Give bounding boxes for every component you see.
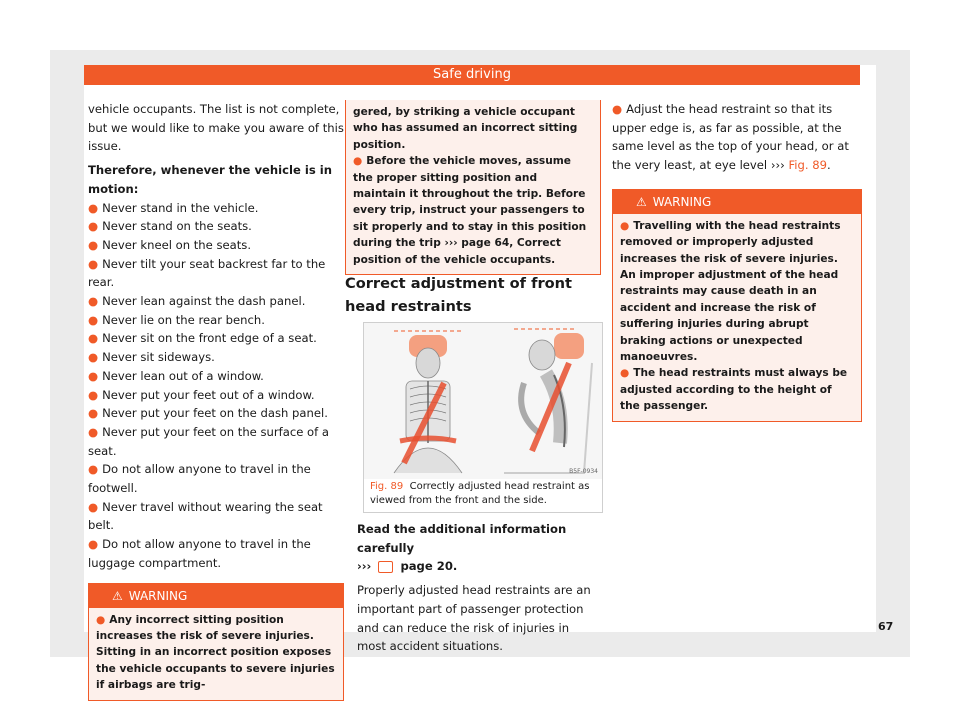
bullet-icon: ● <box>88 350 99 365</box>
warning-triangle-icon: ⚠ <box>112 588 123 603</box>
warning-body: ● Any incorrect sitting position increases the risk of severe injuries. Sitting in an incorrect position exposes the vehicle occupants to severe injuries if airbags are trig- <box>96 613 335 692</box>
figure-label: Fig. 89 <box>370 481 404 492</box>
body-paragraph: Properly adjusted head restraints are an important part of passenger protection and can reduce the risk of injuries in most accident situations. <box>357 583 591 654</box>
bullet-icon: ● <box>88 406 99 421</box>
warning-bullet: ● Travelling with the head restraints removed or improperly adjusted increases the risk of severe injuries. An improper adjustment of the head restraints may cause death in an accident and increase the risk of suffering injuries during abrupt braking actions or unexpected manoeuvres. <box>620 219 841 364</box>
bullet-icon: ● <box>88 537 99 552</box>
page-20-link[interactable]: page 20. <box>400 559 458 574</box>
bullet-icon: ● <box>88 294 99 309</box>
bullet-icon: ● <box>88 237 99 252</box>
page-header: Safe driving <box>84 65 860 85</box>
bullet-icon: ● <box>88 331 99 346</box>
list-item: ● Never lie on the rear bench. <box>88 312 265 327</box>
bullet-icon: ● <box>88 219 99 234</box>
bullet-icon: ● <box>88 462 99 477</box>
bullet-icon: ● <box>88 200 99 215</box>
list-item: ● Never lean against the dash panel. <box>88 294 306 309</box>
lead-paragraph: Therefore, whenever the vehicle is in motion: <box>88 163 332 196</box>
intro-paragraph: vehicle occupants. The list is not complete, but we would like to make you aware of this issue. <box>88 102 344 154</box>
bullet-icon: ● <box>88 368 99 383</box>
list-item: ● Never stand in the vehicle. <box>88 200 259 215</box>
list-item: ● Do not allow anyone to travel in the footwell. <box>88 462 311 496</box>
warning-header: ⚠ WARNING <box>613 190 861 214</box>
list-item: ● Never put your feet on the surface of a seat. <box>88 424 329 458</box>
list-item: ● Never stand on the seats. <box>88 219 252 234</box>
bullet-list <box>88 199 344 573</box>
warning-body: gered, by striking a vehicle occupant who has assumed an incorrect sitting position. ● Before the vehicle moves, assume the proper sitting position and maintain it throughout the trip. Before every trip, instruct your passengers to sit properly and to stay in this position during the trip ››› page 64, Correct position of the vehicle occupants. <box>346 100 600 274</box>
bullet-icon: ● <box>353 155 363 168</box>
list-item: ● Never travel without wearing the seat belt. <box>88 499 323 533</box>
bullet-icon: ● <box>620 219 630 232</box>
list-item: ● Do not allow anyone to travel in the luggage compartment. <box>88 537 311 570</box>
bullet-icon: ● <box>88 424 99 439</box>
warning-box <box>88 583 344 701</box>
page-number: 67 <box>878 620 894 633</box>
list-item: ● Never put your feet on the dash panel. <box>88 406 328 421</box>
list-item: ● Adjust the head restraint so that its upper edge is, as far as possible, at the same level as the top of your head, or at the very least, at eye level ››› Fig. 89. <box>612 102 849 173</box>
bullet-icon: ● <box>612 102 623 116</box>
warning-bullet: ● Before the vehicle moves, assume the proper sitting position and maintain it throughout the trip. Before every trip, instruct your passengers to sit properly and to stay in this position during the trip ››› page 64, Correct position of the vehicle occupants. <box>353 155 587 266</box>
bullet-icon: ● <box>620 367 630 380</box>
warning-bullet: ● The head restraints must always be adjusted according to the height of the passenger. <box>620 367 848 413</box>
bullet-icon: ● <box>88 499 99 514</box>
bullet-icon: ● <box>88 387 99 402</box>
warning-body <box>613 214 861 421</box>
column-middle <box>345 100 601 275</box>
warning-box-continued <box>345 100 601 275</box>
bullet-icon: ● <box>96 613 106 626</box>
figure-89 <box>363 322 603 513</box>
section-heading: Correct adjustment of front head restraints <box>345 275 573 315</box>
warning-box <box>612 189 862 422</box>
warning-triangle-icon: ⚠ <box>636 194 647 209</box>
list-item: ● Never sit sideways. <box>88 350 215 365</box>
fig-89-link[interactable]: Fig. 89 <box>788 158 827 173</box>
figure-code: B5F-0934 <box>569 468 598 475</box>
list-item: ● Never sit on the front edge of a seat. <box>88 331 317 346</box>
bullet-icon: ● <box>88 256 99 271</box>
after-figure-text <box>357 520 601 656</box>
warning-header: ⚠ WARNING <box>89 584 343 608</box>
figure-caption: Fig. 89 Correctly adjusted head restraint as viewed from the front and the side. <box>370 481 590 506</box>
column-left <box>88 100 344 701</box>
list-item: ● Never kneel on the seats. <box>88 237 251 252</box>
book-icon <box>378 561 393 573</box>
list-item: ● Never lean out of a window. <box>88 368 264 383</box>
bullet-icon: ● <box>88 312 99 327</box>
head-restraint-illustration <box>364 323 602 479</box>
list-item: ● Never tilt your seat backrest far to the rear. <box>88 256 326 290</box>
read-more: Read the additional information carefully ››› page 20. <box>357 522 567 574</box>
column-right <box>612 100 862 422</box>
list-item: ● Never put your feet out of a window. <box>88 387 315 402</box>
